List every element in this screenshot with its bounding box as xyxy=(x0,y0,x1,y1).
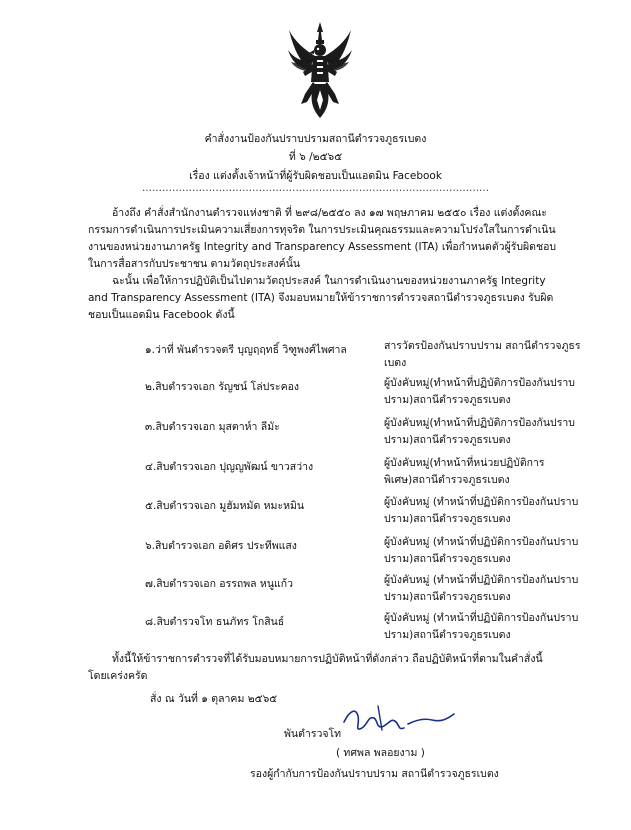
header-divider: ........................................................................................................ xyxy=(141,182,490,194)
assignment-position-5: ผู้บังคับหมู่ (ทำหน้าที่ปฏิบัติการป้องกันปราบปราม)สถานีตำรวจภูธรเบตง xyxy=(384,496,579,525)
order-subject: เรื่อง แต่งตั้งเจ้าหน้าที่ผู้รับผิดชอบเป็นแอดมิน Facebook xyxy=(189,170,442,182)
garuda-emblem-icon xyxy=(287,20,353,120)
assignment-position-7: ผู้บังคับหมู่ (ทำหน้าที่ปฏิบัติการป้องกันปราบปราม)สถานีตำรวจภูธรเบตง xyxy=(384,574,579,603)
order-organization: คำสั่งงานป้องกันปราบปรามสถานีตำรวจภูธรเบตง xyxy=(204,133,427,145)
assignment-name-7: ๗.สิบตำรวจเอก อรรถพล หนูแก้ว xyxy=(145,578,294,590)
assignment-name-2: ๒.สิบตำรวจเอก รัญชน์ โล่ประคอง xyxy=(145,381,300,393)
paragraph-closing: ทั้งนี้ให้ข้าราชการตำรวจที่ได้รับมอบหมายการปฏิบัติหน้าที่ดังกล่าว ถือปฏิบัติหน้าที่ตามในคำสั่งนี้โดยเคร่งครัด xyxy=(88,653,543,682)
assignment-name-4: ๔.สิบตำรวจเอก ปุญญพัฒน์ ขาวสว่าง xyxy=(145,461,314,473)
paragraph-reference: อ้างถึง คำสั่งสำนักงานตำรวจแห่งชาติ ที่ ๒๙๘/๒๕๕๐ ลง ๑๗ พฤษภาคม ๒๕๕๐ เรื่อง แต่งตั้งคณะกรรมการดำเนินการประเมินความเสี่ยงการทุจริต ในการประเมินคุณธรรมและความโปร่งใสในการดำเนินงานของหน่วยงานภาครัฐ Integrity and Transparency Assessment (ITA) เพื่อกำหนดตัวผู้รับผิดชอบในการสื่อสารกับประชาชน ตามวัตถุประสงค์นั้น xyxy=(88,207,557,270)
order-date: สั่ง ณ วันที่ ๑ ตุลาคม ๒๕๖๕ xyxy=(150,693,278,705)
assignment-name-6: ๖.สิบตำรวจเอก อดิศร ประทีพแสง xyxy=(145,540,297,552)
handwritten-signature xyxy=(338,700,458,740)
order-number: ที่ ๖ /๒๕๖๕ xyxy=(288,151,343,163)
assignment-position-1: สารวัตรป้องกันปราบปราม สถานีตำรวจภูธรเบตง xyxy=(384,340,581,369)
assignment-name-8: ๘.สิบตำรวจโท ธนภัทร โกสินธ์ xyxy=(145,616,285,628)
assignment-name-5: ๕.สิบตำรวจเอก มูฮัมหมัด หมะหมิน xyxy=(145,500,305,512)
signatory-title: รองผู้กำกับการป้องกันปราบปราม สถานีตำรวจภูธรเบตง xyxy=(250,768,499,780)
assignment-position-8: ผู้บังคับหมู่ (ทำหน้าที่ปฏิบัติการป้องกันปราบปราม)สถานีตำรวจภูธรเบตง xyxy=(384,612,579,641)
signatory-name: ( ทศพล พลอยงาม ) xyxy=(336,747,425,759)
assignment-position-6: ผู้บังคับหมู่ (ทำหน้าที่ปฏิบัติการป้องกันปราบปราม)สถานีตำรวจภูธรเบตง xyxy=(384,536,579,565)
paragraph-assignment: ฉะนั้น เพื่อให้การปฏิบัติเป็นไปตามวัตถุประสงค์ ในการดำเนินงานของหน่วยงานภาครัฐ Integrity and Transparency Assessment (ITA) จึงมอบหมายให้ข้าราชการตำรวจสถานีตำรวจภูธรเบตง รับผิดชอบเป็นแอดมิน Facebook ดังนี้ xyxy=(88,275,554,321)
assignment-position-4: ผู้บังคับหมู่(ทำหน้าที่หน่วยปฏิบัติการพิเศษ)สถานีตำรวจภูธรเบตง xyxy=(384,457,545,486)
assignment-name-1: ๑.ว่าที่ พันตำรวจตรี บุญฤฤทธิ์ วิฑูพงศ์ไพศาล xyxy=(145,344,347,356)
signatory-rank: พันตำรวจโท xyxy=(284,728,342,740)
assignment-position-3: ผู้บังคับหมู่(ทำหน้าที่ปฏิบัติการป้องกันปราบปราม)สถานีตำรวจภูธรเบตง xyxy=(384,417,575,446)
assignment-position-2: ผู้บังคับหมู่(ทำหน้าที่ปฏิบัติการป้องกันปราบปราม)สถานีตำรวจภูธรเบตง xyxy=(384,377,575,406)
assignment-name-3: ๓.สิบตำรวจเอก มุสตาห์า ลีมัะ xyxy=(145,421,280,433)
